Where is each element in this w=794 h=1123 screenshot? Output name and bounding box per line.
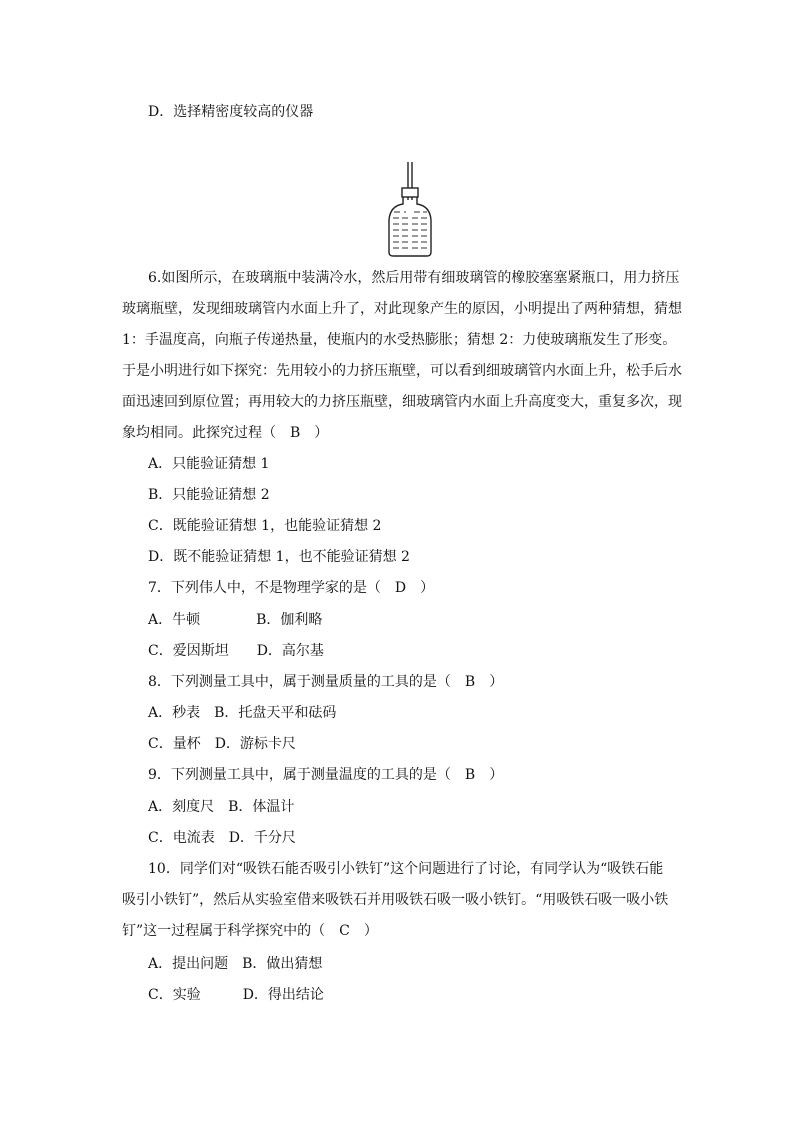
q10-options-cd: C．实验 D．得出结论 <box>148 987 324 1003</box>
q9-options-cd: C．电流表 D．千分尺 <box>148 830 296 846</box>
q10-line-1: 10．同学们对“吸铁石能否吸引小铁钉”这个问题进行了讨论，有同学认为“吸铁石能 <box>148 861 664 877</box>
q7-options-ab: A．牛顿 B．伽利略 <box>148 612 323 628</box>
q8-options-cd: C．量杯 D．游标卡尺 <box>148 736 296 752</box>
q6-line-1: 6.如图所示，在玻璃瓶中装满冷水，然后用带有细玻璃管的橡胶塞塞紧瓶口，用力挤压 <box>148 270 680 286</box>
q5-option-d: D．选择精密度较高的仪器 <box>148 104 314 120</box>
q6-option-d: D．既不能验证猜想 1，也不能验证猜想 2 <box>148 549 410 565</box>
q6-option-b: B．只能验证猜想 2 <box>148 487 270 503</box>
q6-line-3: 1：手温度高，向瓶子传递热量，使瓶内的水受热膨胀；猜想 2：力使玻璃瓶发生了形变。 <box>122 332 677 348</box>
q6-line-5: 面迅速回到原位置；再用较大的力挤压瓶壁，细玻璃管内水面上升高度变大，重复多次，现 <box>122 394 682 410</box>
q6-line-4: 于是小明进行如下探究：先用较小的力挤压瓶壁，可以看到细玻璃管内水面上升，松手后水 <box>122 363 682 379</box>
q9-stem: 9．下列测量工具中，属于测量温度的工具的是（ B ） <box>148 767 504 783</box>
q8-options-ab: A．秒表 B．托盘天平和砝码 <box>148 705 337 721</box>
q10-line-2: 吸引小铁钉”，然后从实验室借来吸铁石并用吸铁石吸一吸小铁钉。“用吸铁石吸一吸小铁 <box>122 892 669 908</box>
q7-stem: 7．下列伟人中，不是物理学家的是（ D ） <box>148 580 435 596</box>
q6-line-2: 玻璃瓶壁，发现细玻璃管内水面上升了，对此现象产生的原因，小明提出了两种猜想，猜想 <box>122 301 682 317</box>
q7-options-cd: C．爱因斯坦 D．高尔基 <box>148 643 324 659</box>
q10-options-ab: A．提出问题 B．做出猜想 <box>148 956 323 972</box>
q9-options-ab: A．刻度尺 B．体温计 <box>148 799 295 815</box>
q10-line-3: 钉”这一过程属于科学探究中的（ C ） <box>122 923 378 939</box>
bottle-figure <box>384 160 436 258</box>
q8-stem: 8．下列测量工具中，属于测量质量的工具的是（ B ） <box>148 674 504 690</box>
q6-line-6: 象均相同。此探究过程（ B ） <box>122 425 329 441</box>
q6-option-c: C．既能验证猜想 1，也能验证猜想 2 <box>148 518 382 534</box>
q6-option-a: A．只能验证猜想 1 <box>148 456 270 472</box>
